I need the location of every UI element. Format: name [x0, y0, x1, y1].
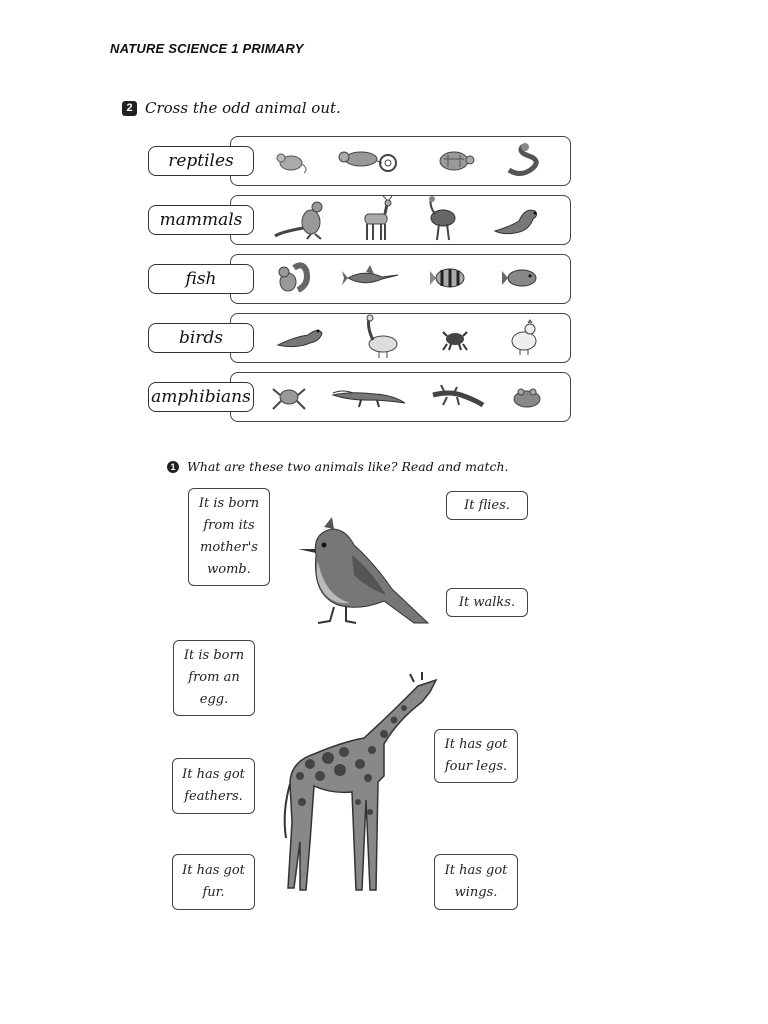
category-label-amphibians: amphibians: [148, 382, 254, 412]
category-row-fish: [148, 254, 573, 304]
match-box-walks[interactable]: It walks.: [446, 588, 528, 617]
toad-icon[interactable]: [507, 381, 547, 411]
animal-cells: [258, 138, 558, 182]
match-box-born-egg[interactable]: It is born from an egg.: [173, 640, 255, 716]
giraffe-icon: [280, 672, 448, 894]
goose-icon[interactable]: [359, 314, 405, 360]
exercise-1-title: [122, 99, 341, 117]
category-label-fish: fish: [148, 264, 254, 294]
category-row-reptiles: [148, 136, 573, 186]
clownfish-icon[interactable]: [428, 263, 472, 293]
frog-icon[interactable]: [269, 381, 309, 411]
chameleon-icon[interactable]: [336, 145, 406, 175]
lizard-icon[interactable]: [429, 381, 485, 411]
match-box-flies[interactable]: It flies.: [446, 491, 528, 520]
category-label-mammals: mammals: [148, 205, 254, 235]
exercise-number-badge: 1: [167, 461, 179, 473]
crocodile-icon[interactable]: [331, 381, 407, 411]
match-box-wings[interactable]: It has got wings.: [434, 854, 518, 910]
exercise-2-title: [167, 459, 509, 474]
match-box-born-womb[interactable]: It is born from its mother's womb.: [188, 488, 270, 586]
turtle-icon[interactable]: [432, 145, 476, 175]
snake-icon[interactable]: [501, 142, 545, 178]
fish-icon[interactable]: [500, 263, 544, 293]
category-row-birds: [148, 313, 573, 363]
squirrel-icon[interactable]: [272, 260, 312, 296]
bird-icon: [294, 515, 434, 627]
hen-icon[interactable]: [506, 317, 542, 357]
deer-icon[interactable]: [357, 196, 397, 242]
page-header: NATURE SCIENCE 1 PRIMARY: [110, 41, 304, 56]
match-box-feathers[interactable]: It has got feathers.: [172, 758, 255, 814]
category-row-mammals: [148, 195, 573, 245]
match-box-fur[interactable]: It has got fur.: [172, 854, 255, 910]
category-label-birds: birds: [148, 323, 254, 353]
kangaroo-icon[interactable]: [271, 198, 331, 240]
exercise-2-instruction: What are these two animals like? Read and match.: [187, 459, 509, 474]
animal-cells: [258, 315, 558, 359]
animal-cells: [258, 374, 558, 418]
category-row-amphibians: [148, 372, 573, 422]
crab-icon[interactable]: [437, 322, 473, 352]
match-box-four-legs[interactable]: It has got four legs.: [434, 729, 518, 783]
category-label-reptiles: reptiles: [148, 146, 254, 176]
exercise-number-badge: 2: [122, 101, 137, 116]
mouse-icon[interactable]: [271, 145, 311, 175]
swordfish-icon[interactable]: [340, 263, 400, 293]
seal-icon[interactable]: [489, 201, 545, 237]
ostrich-icon[interactable]: [423, 196, 463, 242]
exercise-1-instruction: Cross the odd animal out.: [145, 99, 341, 117]
animal-cells: [258, 197, 558, 241]
animal-cells: [258, 256, 558, 300]
parrot-icon[interactable]: [274, 319, 326, 355]
